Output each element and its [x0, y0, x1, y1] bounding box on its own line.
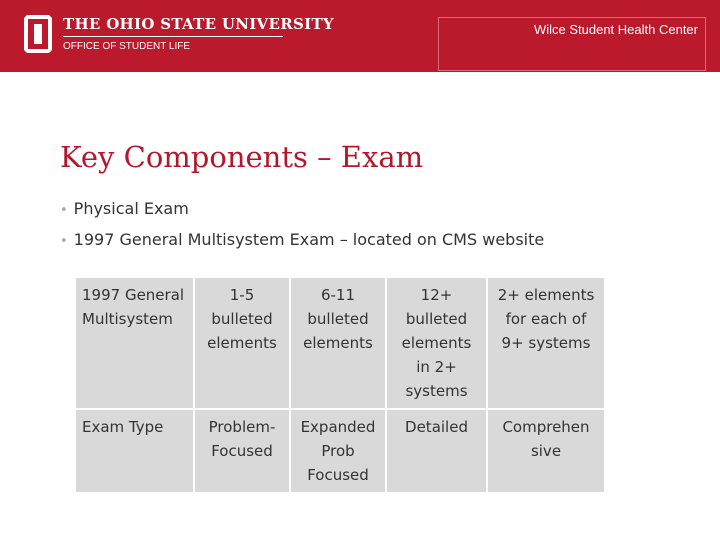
table-row: [76, 278, 604, 408]
exam-components-table: [74, 276, 606, 494]
table-row: [76, 410, 604, 492]
header-bar: [0, 0, 720, 72]
office-name: OFFICE OF STUDENT LIFE: [63, 41, 191, 52]
center-name: Wilce Student Health Center: [533, 22, 698, 37]
table-cell: 2+ elements for each of 9+ systems: [488, 278, 604, 408]
university-name: THE OHIO STATE UNIVERSITY: [63, 15, 334, 33]
table-cell: Expanded Prob Focused: [291, 410, 385, 492]
table-cell: 1997 General Multisystem: [76, 278, 193, 408]
bullet-text: Physical Exam: [73, 199, 189, 218]
table-cell: Comprehen sive: [488, 410, 604, 492]
block-o-icon: [24, 15, 52, 53]
slide-title: Key Components – Exam: [60, 140, 424, 174]
bullet-dot-icon: •: [60, 203, 68, 218]
bullet-item: [60, 197, 544, 228]
table-cell: Detailed: [387, 410, 486, 492]
table-cell: Exam Type: [76, 410, 193, 492]
header-divider: [63, 36, 283, 37]
bullet-list: [60, 197, 544, 259]
bullet-text: 1997 General Multisystem Exam – located on CMS website: [73, 230, 545, 249]
bullet-dot-icon: •: [60, 234, 68, 249]
table-cell: 12+ bulleted elements in 2+ systems: [387, 278, 486, 408]
table-cell: 6-11 bulleted elements: [291, 278, 385, 408]
bullet-item: [60, 228, 544, 259]
table-cell: Problem-Focused: [195, 410, 289, 492]
table-cell: 1-5 bulleted elements: [195, 278, 289, 408]
